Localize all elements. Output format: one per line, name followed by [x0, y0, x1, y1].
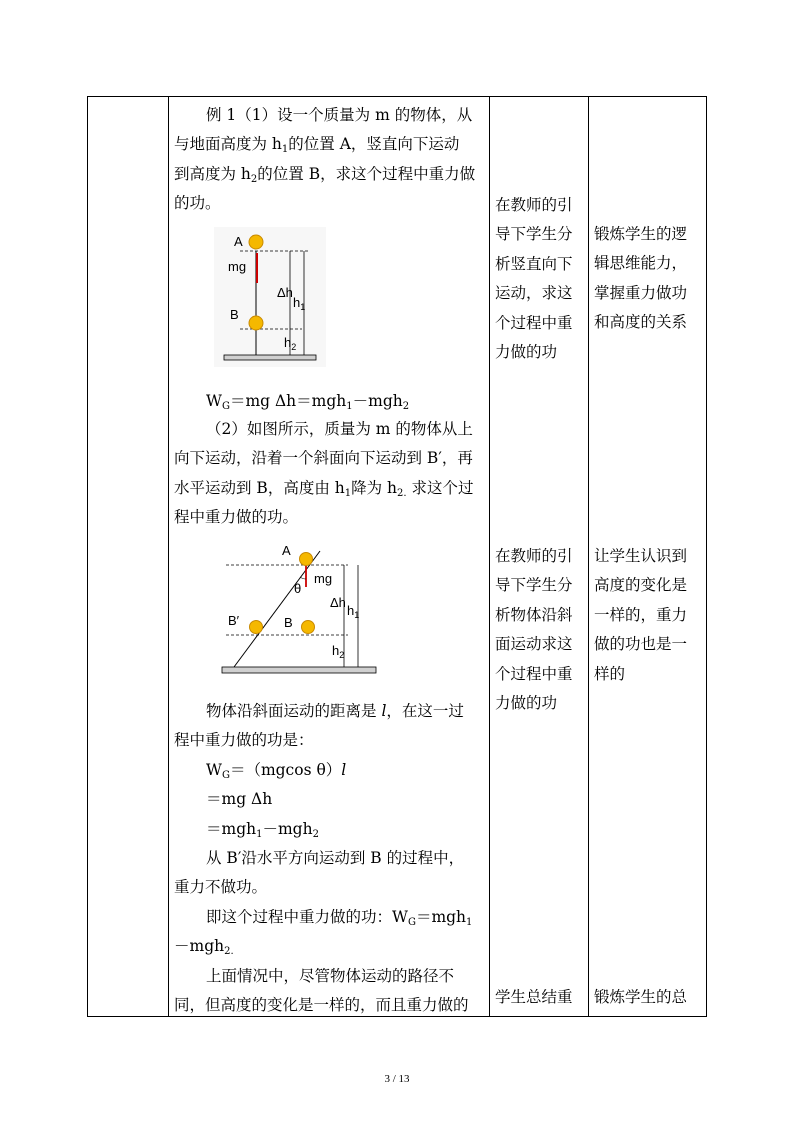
text-line: 析物体沿斜: [495, 605, 573, 624]
example-1-part-2: [174, 415, 488, 533]
text-line: 程中重力做的功。: [174, 508, 299, 527]
ground: [222, 667, 376, 673]
text-line: 到高度为 $h_2$的位置 B，求这个过程中重力做: [174, 164, 476, 185]
column-divider: [588, 97, 589, 1016]
text-line: 析竖直向下: [495, 254, 573, 273]
text-line: 水平运动到 B，高度由 $h_1$降为 $h_{2.}$ 求这个过: [174, 478, 474, 499]
text-line: 同，但高度的变化是一样的，而且重力做的: [174, 995, 469, 1014]
column-divider: [489, 97, 490, 1016]
incline-diagram: [218, 543, 378, 679]
text-line: $W_G=(mgcos$ θ）l: [206, 760, 347, 781]
column-divider: [168, 97, 169, 1016]
ball-b-prime: [250, 621, 263, 634]
text-line: 让学生认识到: [594, 547, 688, 565]
text-line: 的功。: [174, 194, 221, 213]
lesson-table: [87, 96, 707, 1017]
ground: [224, 355, 316, 360]
example-1-part-1: [174, 101, 488, 219]
label-dh: Δh: [330, 595, 346, 610]
text-line: 锻炼学生的逻: [594, 225, 688, 243]
text-line: 一样的，重力: [594, 605, 688, 624]
incline-work-explanation: [174, 697, 488, 1020]
text-line: 即这个过程中重力做的功：$W_G=mgh_1$: [206, 907, 473, 928]
text-line: 掌握重力做功: [594, 283, 688, 302]
ball-a: [249, 235, 263, 249]
text-line: 样的: [594, 664, 626, 683]
label-b: B: [284, 615, 293, 630]
vertical-fall-diagram: [214, 227, 326, 367]
text-line: 与地面高度为 $h_1$的位置 A，竖直向下运动: [174, 135, 460, 156]
design-intent-1: [594, 220, 700, 338]
ball-b: [302, 621, 315, 634]
label-h2: $h_2$: [284, 335, 297, 352]
text-line: 学生总结重: [495, 988, 573, 1006]
text-line: 程中重力做的功是：: [174, 731, 314, 750]
text-line: 导下学生分: [495, 225, 573, 244]
equation-1: [174, 387, 488, 416]
text-line: 做的功也是一: [594, 635, 688, 654]
text-line: 运动，求这: [495, 284, 573, 303]
label-mg: mg: [314, 571, 333, 586]
text-line: 从 B′沿水平方向运动到 B 的过程中，: [206, 848, 465, 867]
text-line: 在教师的引: [495, 196, 573, 214]
figure-background: [214, 227, 326, 367]
label-mg: mg: [228, 259, 247, 274]
label-b: B: [230, 307, 239, 322]
student-activity-3: [495, 983, 583, 1012]
text-line: 导下学生分: [495, 576, 573, 595]
text-line: －mgh$_{2.}$: [174, 937, 234, 958]
label-theta: θ: [294, 581, 302, 596]
text-line: 力做的功: [495, 342, 558, 361]
label-b-prime: B′: [228, 613, 240, 628]
text-line: 在教师的引: [495, 547, 573, 565]
text-line: 个过程中重: [495, 313, 573, 332]
label-dh: Δh: [277, 285, 293, 300]
text-line: $W_G=mg$ Δh＝mgh$_1$－mgh$_2$: [206, 392, 410, 412]
text-line: 面运动求这: [495, 635, 573, 654]
text-line: 辑思维能力，: [594, 254, 688, 273]
student-activity-2: [495, 542, 583, 718]
text-line: 重力不做功。: [174, 878, 268, 897]
text-line: 上面情况中，尽管物体运动的路径不: [206, 966, 455, 985]
text-line: （2）如图所示，质量为 m 的物体从上: [206, 420, 473, 438]
design-intent-3: [594, 983, 700, 1012]
student-activity-1: [495, 191, 583, 367]
text-line: 高度的变化是: [594, 576, 688, 595]
ball-a: [300, 553, 313, 566]
label-h2: $h_2$: [332, 643, 345, 660]
incline-surface: [234, 551, 320, 667]
text-line: 个过程中重: [495, 664, 573, 683]
label-h1: $h_1$: [347, 603, 360, 620]
text-line: 例 1（1）设一个质量为 m 的物体，从: [206, 106, 473, 124]
label-a: A: [282, 543, 291, 558]
text-line: 和高度的关系: [594, 313, 688, 332]
ball-b: [249, 316, 263, 330]
text-line: 锻炼学生的总: [594, 988, 688, 1006]
text-line: 向下运动，沿着一个斜面向下运动到 B′，再: [174, 449, 473, 468]
text-line: 力做的功: [495, 693, 558, 712]
label-h1: $h_1$: [293, 295, 306, 312]
page-number: 3 / 13: [384, 1073, 410, 1085]
text-line: ＝mgh$_1$－mgh$_2$: [206, 819, 319, 840]
label-a: A: [234, 234, 243, 249]
text-line: ＝mg Δh: [206, 790, 273, 809]
text-line: 物体沿斜面运动的距离是 l，在这一过: [206, 702, 464, 720]
design-intent-2: [594, 542, 700, 689]
